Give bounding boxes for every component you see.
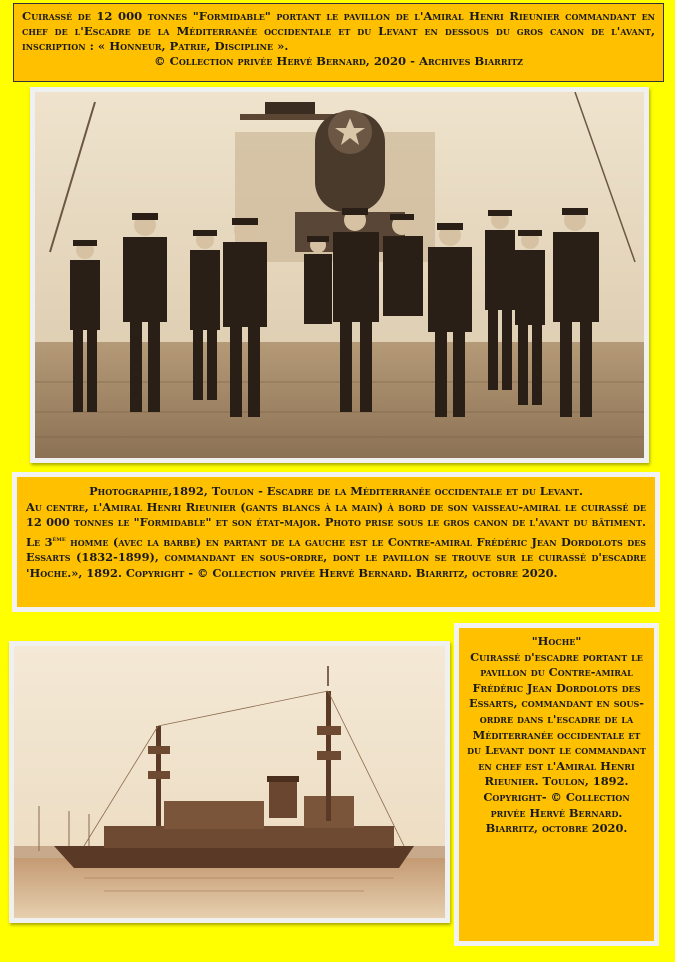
middle-caption-text-a: Au centre, l'Amiral Henri Rieunier (gants blancs à la main) à bord de son vaisseau-amiral le cuirassé de 12 000 tonnes le "Formidable" et son état-major. Photo prise sous le gros canon de l'avant du bâtiment. Le 3 [26, 499, 646, 549]
middle-caption-superscript: ème [52, 533, 66, 543]
hoche-photo [14, 646, 445, 918]
top-caption [13, 3, 664, 82]
officers-photo [35, 92, 644, 458]
side-caption-title: "Hoche" [531, 634, 582, 648]
hoche-photo-frame [9, 641, 450, 923]
top-caption-text: Cuirassé de 12 000 tonnes "Formidable" portant le pavillon de l'Amiral Henri Rieunier commandant en chef de l'Escadre de la Méditerranée occidentale et du Levant en dessous du gros canon de l'avant, inscription : « Honneur, Patrie, Discipline ». [22, 9, 655, 53]
middle-caption [12, 472, 660, 612]
officers-photo-frame [30, 87, 649, 463]
side-caption-body: Cuirassé d'escadre portant le pavillon du Contre-amiral Frédéric Jean Dordolots des Essarts, commandant en sous-ordre dans l'escadre de la Méditerranée occidentale et du Levant dont le commandant en chef est l'Amiral Henri Rieunier. Toulon, 1892. [467, 649, 646, 789]
side-caption-copyright: Copyright- © Collection privée Hervé Bernard. Biarritz, octobre 2020. [483, 789, 630, 836]
middle-caption-title: Photographie,1892, Toulon - Escadre de la Méditerranée occidentale et du Levant. [89, 484, 583, 498]
middle-caption-text-b: homme (avec la barbe) en partant de la gauche est le Contre-amiral Frédéric Jean Dordolots des Essarts (1832-1899), commandant en sous-ordre, dont le pavillon se trouve sur le cuirassé d'escadre 'Hoche.», 1892. Copyright - © Collection privée Hervé Bernard. Biarritz, octobre 2020. [26, 534, 647, 580]
side-caption [454, 623, 659, 946]
top-caption-copyright: © Collection privée Hervé Bernard, 2020 - Archives Biarritz [153, 54, 524, 68]
